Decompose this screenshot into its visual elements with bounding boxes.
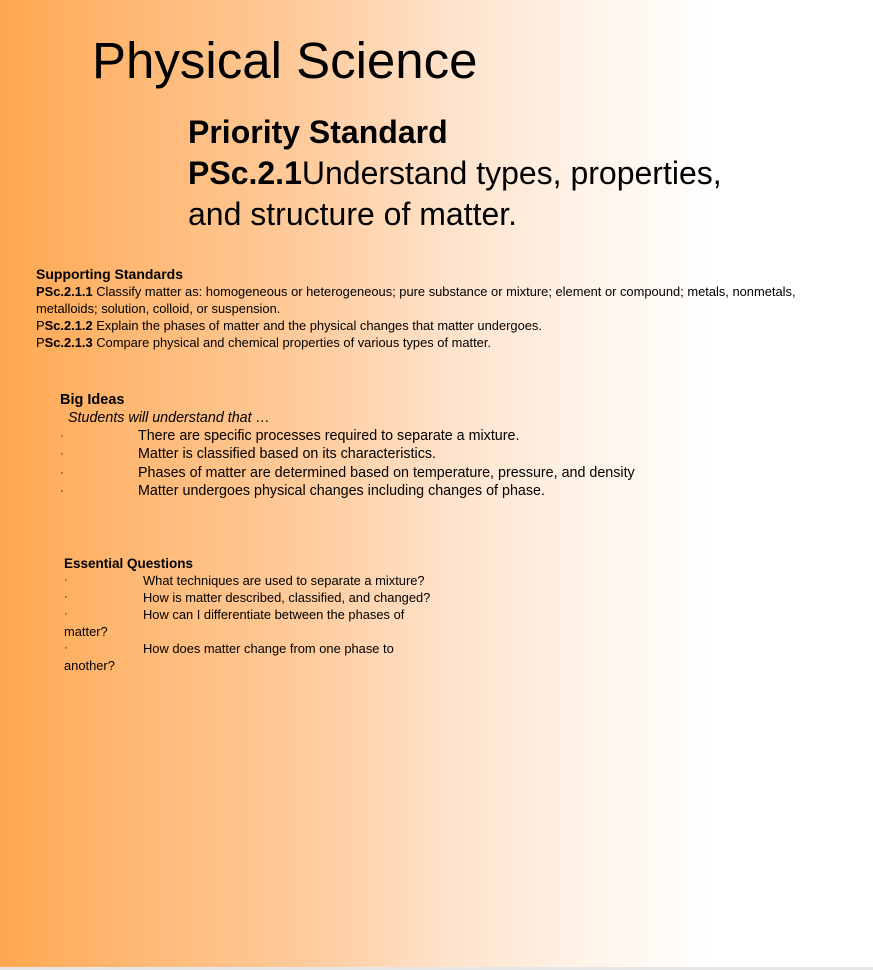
standard-code-prefix: P: [36, 318, 45, 333]
supporting-standard-item: [36, 317, 873, 334]
standard-text: Compare physical and chemical properties of various types of matter.: [92, 335, 492, 350]
essential-questions: [64, 555, 484, 674]
list-item: [60, 445, 820, 463]
priority-standard-text-line2: and structure of matter.: [188, 196, 518, 232]
question-text: What techniques are used to separate a mixture?: [143, 573, 425, 588]
priority-standard-text-line1: Understand types, properties,: [301, 155, 722, 191]
supporting-standards: [36, 265, 873, 351]
supporting-standard-item-continued: metalloids; solution, colloid, or suspension.: [36, 301, 281, 316]
standard-code: PSc.2.1.1: [36, 284, 93, 299]
list-item: [60, 427, 820, 445]
standard-text: Explain the phases of matter and the physical changes that matter undergoes.: [92, 318, 542, 333]
question-row: [64, 640, 484, 657]
bullet-icon: ·: [64, 642, 68, 654]
standard-code: Sc.2.1.3: [44, 335, 93, 350]
question-row: [64, 589, 484, 606]
big-idea-text: Matter undergoes physical changes including changes of phase.: [138, 482, 545, 499]
essential-questions-heading: Essential Questions: [64, 556, 194, 571]
slide-title: Physical Science: [92, 32, 478, 89]
standard-text: Classify matter as: homogeneous or heterogeneous; pure substance or mixture; element or compound; metals, nonmetals,: [92, 284, 796, 299]
question-text: How is matter described, classified, and changed?: [143, 590, 431, 605]
question-text: How can I differentiate between the phases of: [143, 607, 405, 622]
big-ideas-intro: Students will understand that …: [68, 410, 270, 426]
bullet-icon: ·: [60, 484, 64, 497]
big-ideas-heading: Big Ideas: [60, 392, 125, 408]
bullet-icon: ·: [64, 591, 68, 603]
supporting-standard-item: [36, 283, 873, 300]
bullet-icon: ·: [64, 608, 68, 620]
question-text-continued: another?: [64, 658, 115, 673]
bullet-icon: ·: [60, 466, 64, 479]
bullet-icon: ·: [60, 448, 64, 461]
big-idea-text: There are specific processes required to separate a mixture.: [138, 428, 520, 444]
bullet-icon: ·: [60, 430, 64, 442]
question-text-continued: matter?: [64, 624, 108, 639]
supporting-standards-heading: Supporting Standards: [36, 266, 183, 282]
question-row: [64, 606, 484, 623]
list-item: [64, 606, 484, 640]
standard-code: Sc.2.1.2: [44, 318, 93, 333]
supporting-standard-item: [36, 334, 873, 351]
priority-standard-code: PSc.2.1: [188, 155, 302, 191]
priority-standard-line: [188, 153, 828, 194]
big-idea-text: Phases of matter are determined based on temperature, pressure, and density: [138, 464, 635, 481]
bullet-icon: ·: [64, 574, 68, 586]
question-text: How does matter change from one phase to: [143, 641, 394, 656]
big-ideas-list: [60, 427, 820, 500]
priority-standard-heading: Priority Standard: [188, 114, 448, 150]
list-item: [60, 464, 820, 482]
priority-standard: [188, 112, 828, 235]
essential-questions-list: [64, 572, 484, 674]
question-row: [64, 572, 484, 589]
big-idea-text: Matter is classified based on its characteristics.: [138, 446, 436, 463]
list-item: [64, 640, 484, 674]
standard-code-prefix: P: [36, 335, 45, 350]
list-item: [64, 572, 484, 589]
list-item: [60, 482, 820, 500]
list-item: [64, 589, 484, 606]
big-ideas: [60, 391, 820, 500]
